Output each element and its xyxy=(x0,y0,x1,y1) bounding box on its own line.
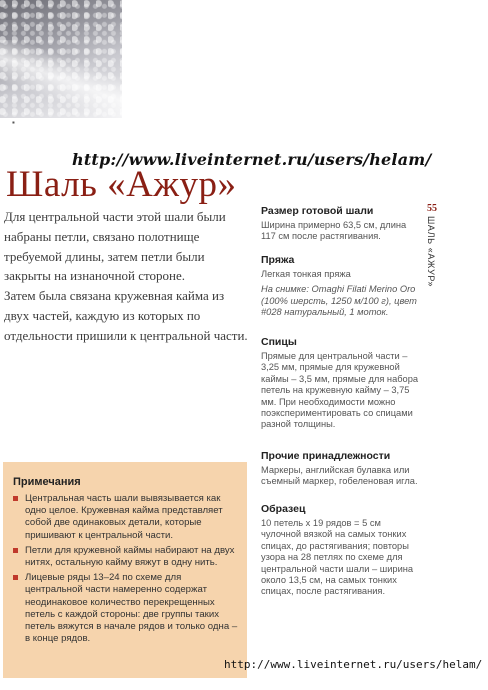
lace-shawl-photo xyxy=(0,0,122,118)
page-number: 55 xyxy=(427,203,437,214)
size-text: Ширина примерно 63,5 см, длина 117 см после растягивания. xyxy=(261,220,407,242)
intro-text xyxy=(4,207,250,346)
needles-heading: Спицы xyxy=(261,336,297,348)
watermark-url-bottom[interactable]: http://www.liveinternet.ru/users/helam/ xyxy=(224,658,483,671)
list-item: Петли для кружевной каймы набирают на двух нитях, остальную кайму вяжут в одну нить. xyxy=(13,545,239,569)
notes-heading: Примечания xyxy=(13,476,81,488)
intro-paragraph: Для центральной части этой шали были набраны петли, связано полотнище требуемой длины, затем петли были закрыты на изнаночной стороне. xyxy=(4,209,226,284)
yarn-section xyxy=(261,254,421,319)
needles-section xyxy=(261,336,421,431)
other-heading: Прочие принадлежности xyxy=(261,450,391,462)
notes-box xyxy=(3,462,247,678)
gauge-heading: Образец xyxy=(261,503,306,515)
gauge-text: 10 петель х 19 рядов = 5 см чулочной вязкой на самых тонких спицах, до растягивания; повторы узора на 28 петлях по схеме для центральной части шали – ширина около 13,5 см, на самых тонких спицах, после растягивания. xyxy=(261,518,414,597)
running-title: ШАЛЬ «АЖУР» xyxy=(426,216,436,288)
notes-list xyxy=(13,493,239,645)
list-item: Лицевые ряды 13–24 по схеме для центральной части намеренно содержат неодинаковое количество перекрещенных петель с каждой стороны: две группы таких петель вяжутся в начале рядов и только одна – в конце рядов. xyxy=(13,572,239,645)
other-section xyxy=(261,450,421,488)
page-title: Шаль «Ажур» xyxy=(6,164,237,205)
intro-paragraph: Затем была связана кружевная кайма из двух частей, каждую из которых по отдельности пришили к центральной части. xyxy=(4,288,248,343)
photo-caption-mark: ▪ xyxy=(12,118,15,127)
other-text: Маркеры, английская булавка или съемный маркер, гобеленовая игла. xyxy=(261,465,418,487)
size-section xyxy=(261,205,421,243)
list-item: Центральная часть шали вывязывается как одно целое. Кружевная кайма представляет собой две одинаковых детали, которые пришивают к центральной части. xyxy=(13,493,239,542)
yarn-text: Легкая тонкая пряжа xyxy=(261,269,351,279)
watermark-url-top[interactable]: http://www.liveinternet.ru/users/helam/ xyxy=(72,150,432,169)
needles-text: Прямые для центральной части – 3,25 мм, прямые для кружевной каймы – 3,5 мм, прямые для набора петель на кружевную кайму – 3,75 мм. При необходимости можно поэкспериментировать со спицами разной толщины. xyxy=(261,351,419,430)
gauge-section xyxy=(261,503,421,598)
yarn-note: На снимке: Omaghi Filati Merino Oro (100% шерсть, 1250 м/100 г), цвет #028 натуральный, 1 моток. xyxy=(261,284,417,318)
size-heading: Размер готовой шали xyxy=(261,205,374,217)
yarn-heading: Пряжа xyxy=(261,254,295,266)
